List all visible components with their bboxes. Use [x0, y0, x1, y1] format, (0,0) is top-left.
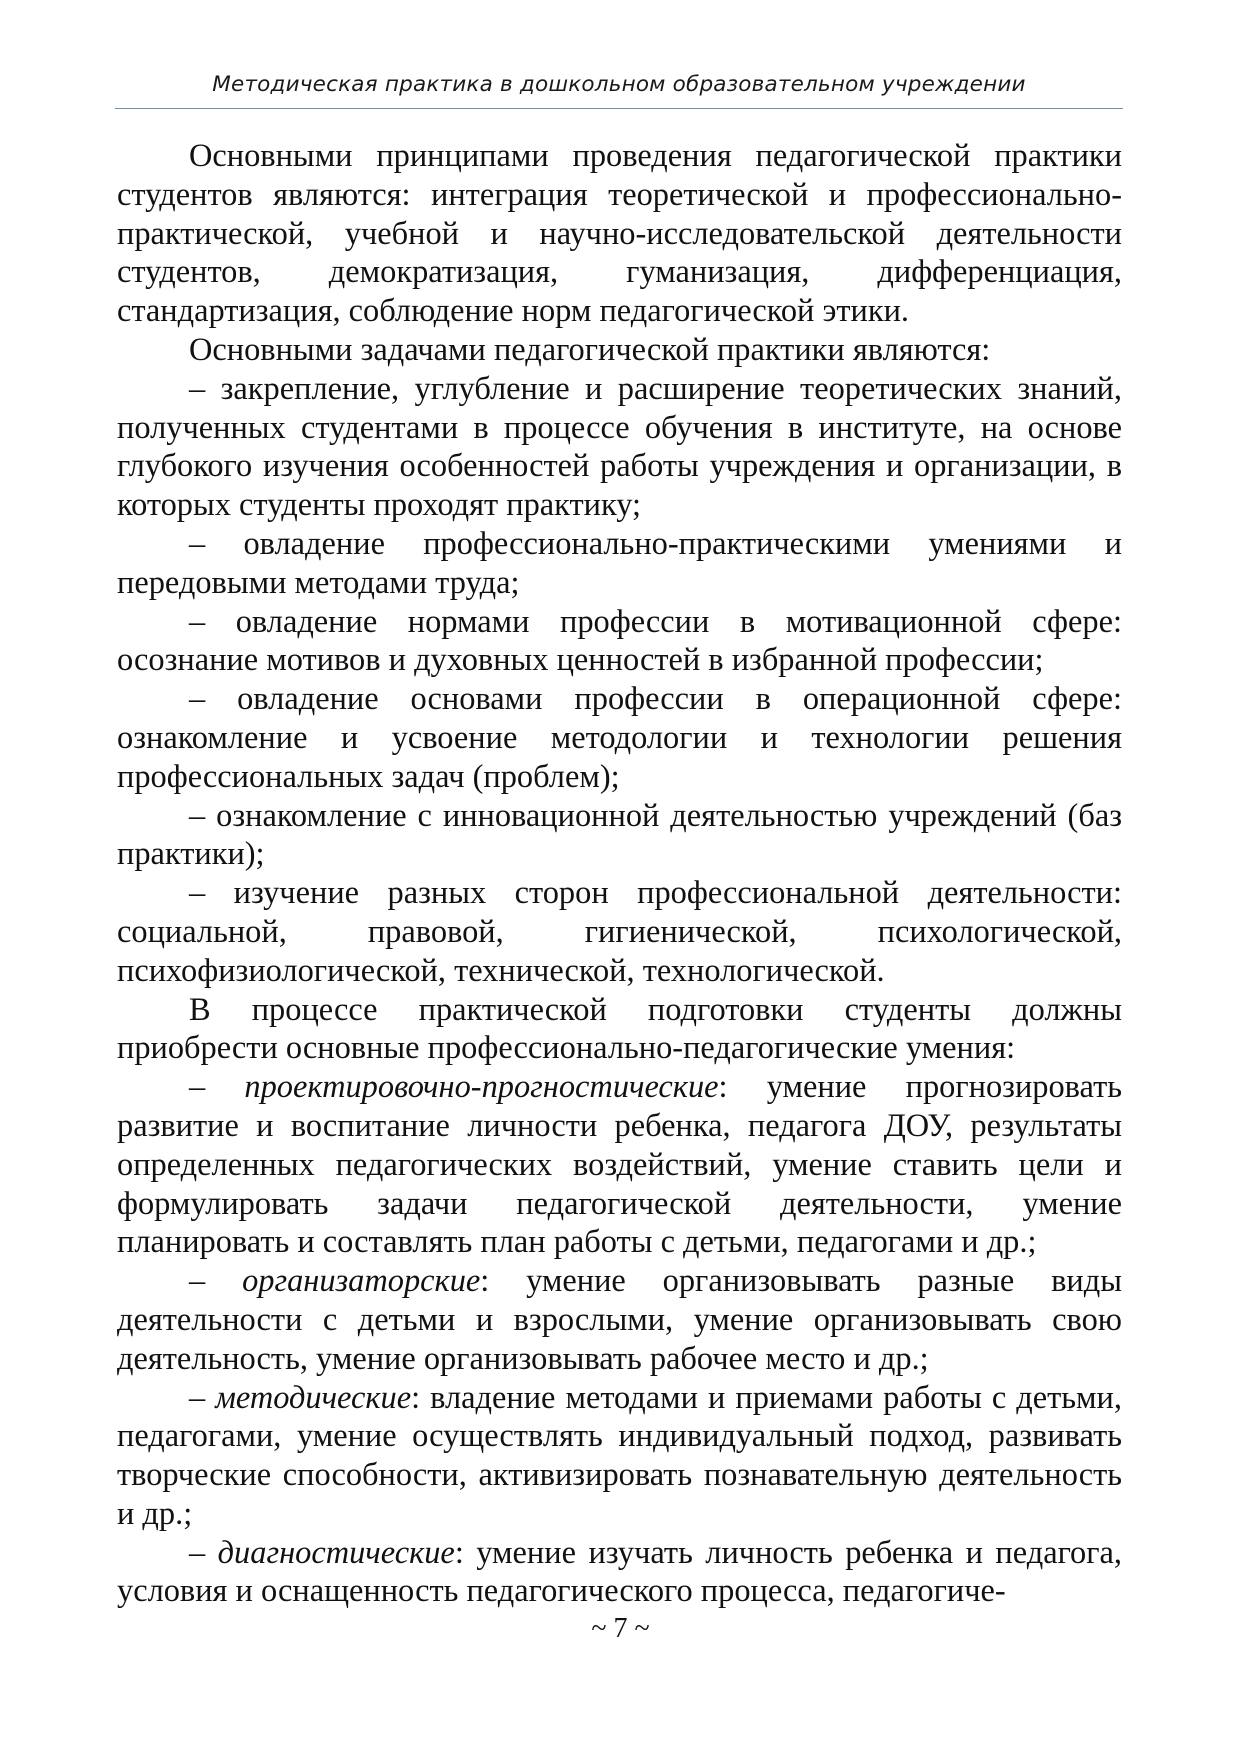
header-divider — [115, 108, 1123, 109]
task-item: – изучение разных сторон профессиональной деятельности: социальной, правовой, гигиенической, психологической, психофизиологической, технической, технологической. — [117, 875, 1122, 989]
skill-item — [117, 1534, 1122, 1612]
skill-item — [117, 1068, 1122, 1262]
skill-item — [117, 1262, 1122, 1378]
skill-term: методические — [215, 1379, 412, 1416]
skill-description: : умение организовывать разные виды деятельности с детьми и взрослыми, умение организовывать свою деятельность, умение организовывать рабочее место и др.; — [117, 1263, 1122, 1377]
tasks-intro-paragraph: Основными задачами педагогической практики являются: — [189, 331, 991, 368]
skill-term: организаторские — [242, 1263, 481, 1300]
skills-intro-paragraph: В процессе практической подготовки студенты должны приобрести основные профессионально-педагогические умения: — [117, 991, 1122, 1067]
principles-paragraph: Основными принципами проведения педагогической практики студентов являются: интеграция теоретической и профессионально-практической, учебной и научно-исследовательской деятельности студентов, демократизация, гуманизация, дифференциация, стандартизация, соблюдение норм педагогической этики. — [117, 138, 1122, 330]
body-text — [117, 137, 1122, 1611]
task-item: – овладение профессионально-практическими умениями и передовыми методами труда; — [117, 525, 1122, 601]
skill-dash: – — [189, 1379, 216, 1416]
skill-description: : владение методами и приемами работы с детьми, педагогами, умение осуществлять индивидуальный подход, развивать творческие способности, активизировать познавательную деятельность и др.; — [117, 1379, 1122, 1532]
skill-item — [117, 1379, 1122, 1534]
skill-term: проектировочно-прогностические — [244, 1069, 719, 1106]
page-number: ~ 7 ~ — [591, 1613, 650, 1644]
skill-description: : умение изучать личность ребенка и педагога, условия и оснащенность педагогического процесса, педагогиче- — [117, 1534, 1123, 1610]
skill-description: : умение прогнозировать развитие и воспитание личности ребенка, педагога ДОУ, результаты определенных педагогических воздействий, умение ставить цели и формулировать задачи педагогической деятельности, умение планировать и составлять план работы с детьми, педагогами и др.; — [117, 1069, 1122, 1261]
task-item: – овладение основами профессии в операционной сфере: ознакомление и усвоение методологии и технологии решения профессиональных задач (проблем); — [117, 681, 1122, 795]
task-item: – овладение нормами профессии в мотивационной сфере: осознание мотивов и духовных ценностей в избранной профессии; — [117, 603, 1122, 679]
task-item: – закрепление, углубление и расширение теоретических знаний, полученных студентами в процессе обучения в институте, на основе глубокого изучения особенностей работы учреждения и организации, в которых студенты проходят практику; — [117, 370, 1122, 524]
skill-term: диагностические — [217, 1534, 455, 1571]
skill-dash: – — [189, 1069, 245, 1106]
task-item: – ознакомление с инновационной деятельностью учреждений (баз практики); — [117, 797, 1122, 873]
skill-dash: – — [189, 1263, 243, 1300]
skill-dash: – — [189, 1534, 218, 1571]
running-header: Методическая практика в дошкольном образовательном учреждении — [212, 72, 1026, 97]
